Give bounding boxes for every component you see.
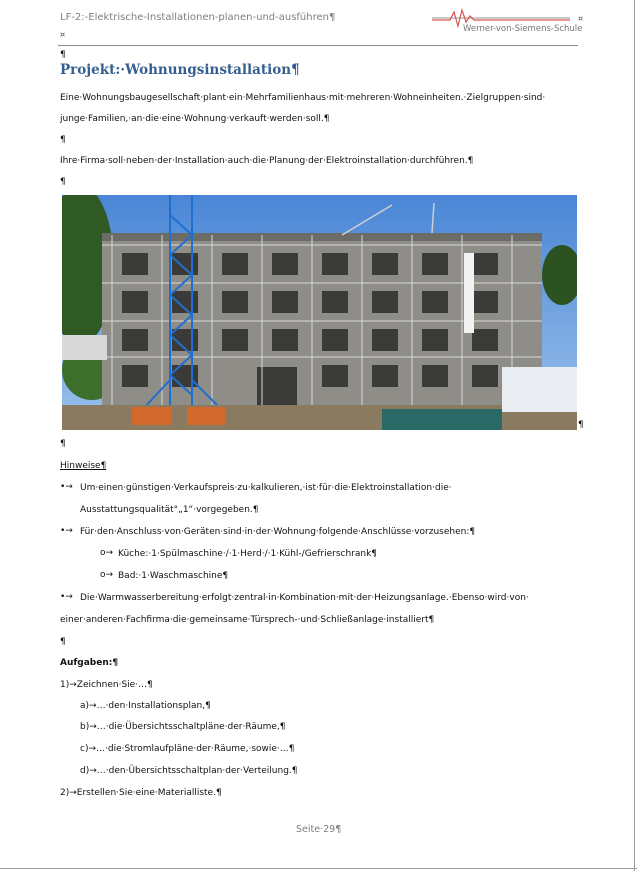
pilcrow-top: ¶	[60, 50, 66, 60]
firm-line: Ihre·Firma·soll·neben·der·Installation·auch·die·Planung·der·Elektroinstallation·durchführen.¶	[60, 156, 474, 166]
task-1b: b)→…·die·Übersichtsschaltpläne·der·Räume,¶	[80, 722, 286, 732]
construction-site-photo	[62, 195, 577, 430]
bullet-1-glyph: •→	[60, 482, 73, 492]
task-1d: d)→…·den·Übersichtsschaltplan·der·Verteilung.¶	[80, 766, 298, 776]
logo-text: Werner-von-Siemens-Schule	[463, 24, 583, 34]
header-rule	[58, 45, 578, 46]
page-number: Seite·29¶	[296, 824, 342, 835]
bullet-2-glyph: •→	[60, 526, 73, 536]
task-1a: a)→…·den·Installationsplan,¶	[80, 701, 211, 711]
tasks-heading: Aufgaben:¶	[60, 658, 119, 668]
page-edge-bottom	[0, 868, 637, 869]
hints-heading: Hinweise¶	[60, 461, 107, 471]
task-1c: c)→…·die·Stromlaufpläne·der·Räume,·sowie·…¶	[80, 744, 295, 754]
pilcrow-3: ¶	[60, 439, 66, 449]
intro-line-2: junge·Familien,·an·die·eine·Wohnung·verkauft·werden·soll.¶	[60, 114, 330, 124]
pilcrow-1: ¶	[60, 135, 66, 145]
project-title: Projekt:·Wohnungsinstallation¶	[60, 62, 300, 78]
pilcrow-4: ¶	[60, 637, 66, 647]
photo-pilcrow: ¶	[578, 420, 584, 430]
header-title: LF-2:-Elektrische-Installationen-planen-und-ausführen¶	[60, 12, 336, 23]
bullet-3-glyph: •→	[60, 592, 73, 602]
header-end-mark: ¤	[578, 14, 584, 23]
intro-line-1: Eine·Wohnungsbaugesellschaft·plant·ein·Mehrfamilienhaus·mit·mehreren·Wohneinheiten.·Zielgruppen·sind·	[60, 93, 546, 103]
sub-bullet-2-glyph: o→	[100, 570, 114, 580]
task-2: 2)→Erstellen·Sie·eine·Materialliste.¶	[60, 788, 222, 798]
hint-2-sub-2: Bad:·1·Waschmaschine¶	[118, 571, 229, 581]
hint-2-sub-1: Küche:·1·Spülmaschine·/·1·Herd·/·1·Kühl-/Gefrierschrank¶	[118, 549, 378, 559]
page-edge-right	[634, 0, 635, 871]
hint-1-line-1: Um·einen·günstigen·Verkaufspreis·zu·kalkulieren,·ist·für·die·Elektroinstallation·die·	[80, 483, 452, 493]
hint-3-line-2: einer·anderen·Fachfirma·die·gemeinsame·Türsprech-·und·Schließanlage·installiert¶	[60, 615, 435, 625]
task-1: 1)→Zeichnen·Sie·…¶	[60, 680, 153, 690]
header-cell-mark: ¤	[60, 30, 66, 39]
hint-2: Für·den·Anschluss·von·Geräten·sind·in·der·Wohnung·folgende·Anschlüsse·vorzusehen:¶	[80, 527, 476, 537]
sub-bullet-1-glyph: o→	[100, 548, 114, 558]
hint-1-line-2: Ausstattungsqualität°„1“·vorgegeben.¶	[80, 505, 259, 515]
hint-3-line-1: Die·Warmwasserbereitung·erfolgt·zentral·in·Kombination·mit·der·Heizungsanlage.·Ebenso·wird·von·	[80, 593, 529, 603]
pilcrow-2: ¶	[60, 177, 66, 187]
